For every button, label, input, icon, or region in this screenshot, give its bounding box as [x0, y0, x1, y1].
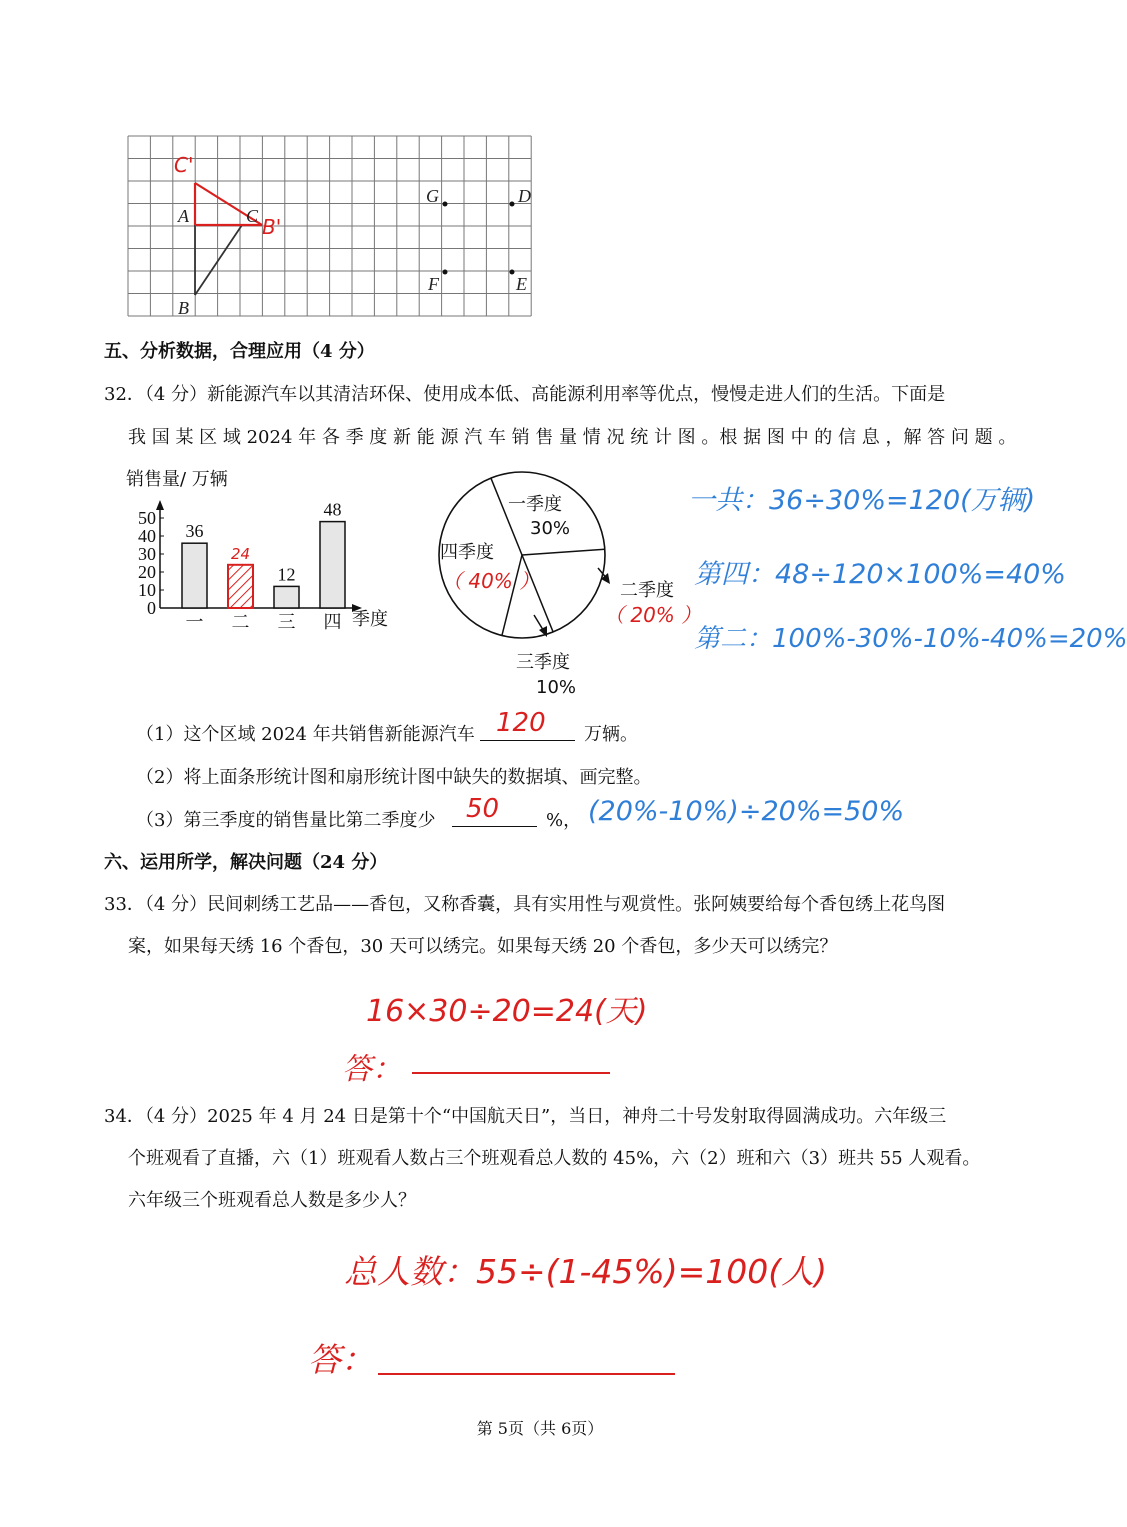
label-e: E — [516, 274, 527, 294]
bar-ytick-label: 50 — [138, 508, 156, 528]
bar-3 — [274, 586, 299, 608]
bar-ytick-label: 20 — [138, 562, 156, 582]
point-d-dot — [510, 202, 515, 207]
q34-line2: 个班观看了直播，六（1）班观看人数占三个班观看总人数的 45%，六（2）班和六（3）班共 55 人观看。 — [128, 1148, 981, 1169]
bar-2 — [228, 565, 253, 608]
bar-4 — [320, 522, 345, 608]
q32-s2-text: （2）将上面条形统计图和扇形统计图中缺失的数据填、画完整。 — [136, 767, 652, 788]
blue-note-q4: 第四：48÷120×100%=40% — [694, 559, 1066, 590]
q32-s3-text: （3）第三季度的销售量比第二季度少 — [136, 810, 436, 831]
blue-note-q2: 第二：100%-30%-10%-40%=20% — [694, 624, 1127, 654]
bar-marks — [182, 500, 345, 633]
bar-ylabel: 销售量/ 万辆 — [126, 469, 228, 490]
bar-ytick-label: 10 — [138, 580, 156, 600]
q32-s3-unit: %， — [546, 810, 582, 831]
q32-s1-text: （1）这个区域 2024 年共销售新能源汽车 — [136, 724, 475, 745]
pie-label-q1: 一季度 — [508, 494, 562, 515]
section5-title: 五、分析数据，合理应用（4 分） — [104, 341, 375, 362]
label-c: C — [246, 206, 259, 226]
section6-title: 六、运用所学，解决问题（24 分） — [104, 852, 388, 873]
q32-s1-answer: 120 — [496, 708, 546, 738]
q34-work: 总人数：55÷(1-45%)=100(人) — [344, 1252, 828, 1291]
point-e-dot — [510, 270, 515, 275]
q33-work: 16×30÷20=24(天) — [366, 994, 648, 1029]
label-d: D — [518, 186, 531, 206]
bar-xlabel: 季度 — [352, 609, 388, 630]
label-f: F — [428, 274, 439, 294]
q34-answer-line — [378, 1373, 675, 1375]
q34-line1: 34．（4 分）2025 年 4 月 24 日是第十个“中国航天日”，当日，神舟二十号发射取得圆满成功。六年级三 — [104, 1106, 947, 1127]
bar-chart — [120, 460, 420, 635]
point-g-dot — [443, 202, 448, 207]
label-g: G — [426, 186, 439, 206]
q33-line2: 案，如果每天绣 16 个香包，30 天可以绣完。如果每天绣 20 个香包，多少天可以绣完？ — [128, 936, 838, 957]
bar-ytick-label: 0 — [147, 598, 156, 618]
q32-s3-work: (20%-10%)÷20%=50% — [588, 796, 905, 827]
segment-bc — [195, 225, 242, 295]
q33-answer-label: 答： — [342, 1052, 402, 1087]
bar-1 — [182, 543, 207, 608]
point-f-dot — [443, 270, 448, 275]
pie-value-q1: 30% — [530, 518, 571, 539]
pie-value-q4: （ 40% ） — [442, 569, 540, 593]
bar-ytick-label: 40 — [138, 526, 156, 546]
q33-line1: 33．（4 分）民间刺绣工艺品——香包，又称香囊，具有实用性与观赏性。张阿姨要给每个香包绣上花鸟图 — [104, 894, 946, 915]
pie-label-q4: 四季度 — [440, 542, 494, 563]
bar-value-label: 48 — [323, 499, 342, 520]
q34-line3: 六年级三个班观看总人数是多少人？ — [128, 1190, 416, 1211]
bar-category-label: 四 — [323, 612, 342, 633]
bar-category-label: 一 — [185, 612, 204, 633]
pie-chart — [420, 460, 700, 705]
bar-value-label: 12 — [277, 564, 296, 585]
grid-figure — [120, 128, 550, 328]
q32-s1-unit: 万辆。 — [584, 724, 638, 745]
bar-category-label: 二 — [231, 612, 250, 633]
pie-value-q2: （ 20% ） — [604, 603, 702, 627]
bar-y-arrow — [156, 500, 164, 510]
bar-ytick-label: 30 — [138, 544, 156, 564]
bar-value-label: 36 — [185, 521, 204, 542]
q33-answer-line — [412, 1072, 610, 1074]
hw-b-prime: B' — [262, 215, 282, 239]
hw-c-prime: C' — [174, 153, 194, 177]
blue-note-total: 一共：36÷30%=120(万辆) — [688, 485, 1036, 516]
q34-answer-label: 答： — [308, 1340, 374, 1379]
pie-label-q3: 三季度 — [516, 652, 570, 673]
pie-value-q3: 10% — [536, 677, 577, 698]
q32-line2: 我 国 某 区 域 2024 年 各 季 度 新 能 源 汽 车 销 售 量 情 况 统 计 图 。根 据 图 中 的 信 息 ，解 答 问 题 。 — [128, 427, 1017, 448]
bar-value-label: 24 — [230, 544, 251, 563]
q32-s3-answer: 50 — [466, 794, 500, 824]
q32-line1: 32．（4 分）新能源汽车以其清洁环保、使用成本低、高能源利用率等优点，慢慢走进人们的生活。下面是 — [104, 384, 946, 405]
pie-label-q2: 二季度 — [620, 580, 674, 601]
bar-category-label: 三 — [277, 612, 296, 633]
page-footer: 第 5页（共 6页） — [476, 1419, 604, 1438]
label-b: B — [178, 298, 189, 318]
label-a: A — [178, 206, 189, 226]
